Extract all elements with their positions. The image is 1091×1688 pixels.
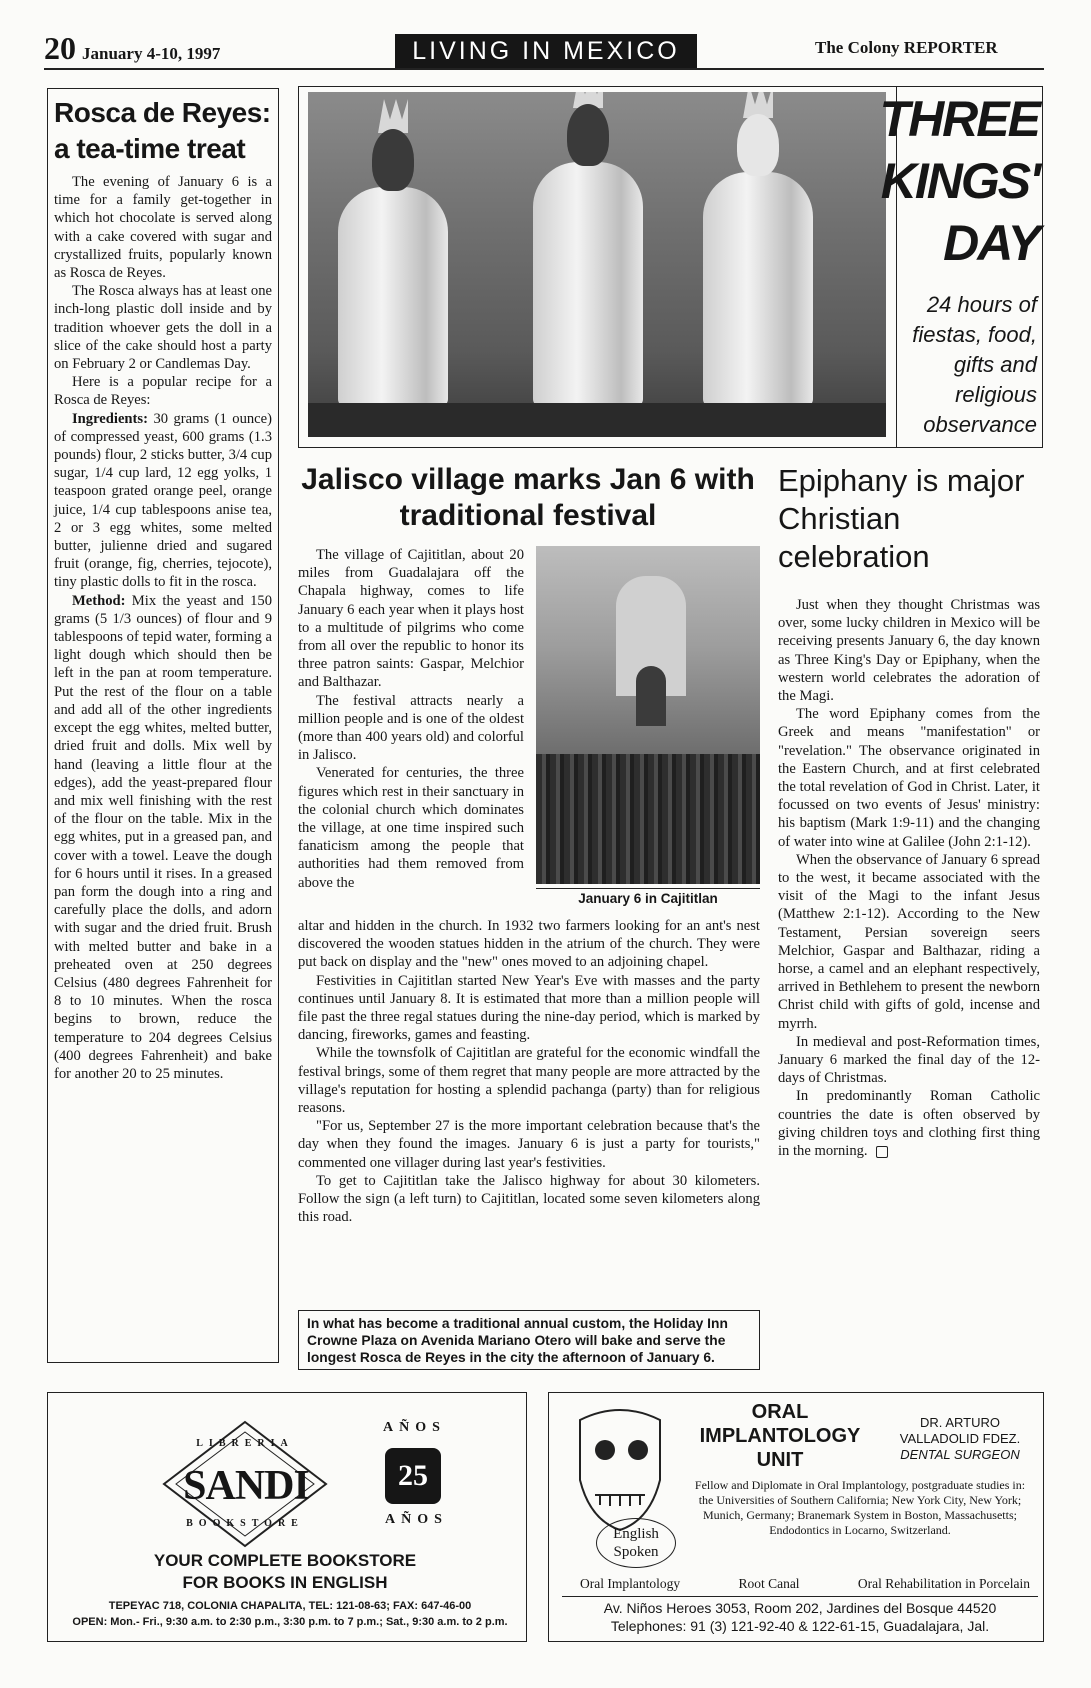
epiphany-headline: Epiphany is major Christian celebration xyxy=(778,463,1025,574)
rosca-paragraph: The Rosca always has at least one inch-long plastic doll inside and by tradition whoever gets the doll in a slice of the cake should host a party on February 2 or Candlemas Day. xyxy=(54,283,272,373)
jalisco-continued xyxy=(298,917,760,1226)
jalisco-column xyxy=(298,546,524,892)
rosca-method xyxy=(54,592,272,1083)
epiphany-paragraph: Just when they thought Christmas was over, some lucky children in Mexico will be receiving presents January 6, the day known as Three King's Day or Epiphany, when the western world celebrates the adoration of the Magi. xyxy=(778,597,1040,705)
epiphany-paragraph: The word Epiphany comes from the Greek and means "manifestation" or "revelation." The observance originated in the Eastern Church, and at first celebrated the total revelation of God in Christ. Later, it focussed on two events of Jesus' ministry: his baptism (Mark 1:9-11) and the changing of water into wine at Galilee (John 2:1-12). xyxy=(778,706,1040,850)
title-line: DAY xyxy=(943,215,1039,271)
ingredients-label: Ingredients: xyxy=(72,410,148,427)
jalisco-paragraph: The village of Cajititlan, about 20 miles from Guadalajara off the Chapala highway, comes to life January 6 each year when it plays host to a multitude of pilgrims who come from all over the republic to honor its three patron saints: Gaspar, Melchior and Balthazar. xyxy=(298,547,524,691)
years-badge: 25 xyxy=(385,1448,441,1504)
jalisco-paragraph: Venerated for centuries, the three figures which rest in their sanctuary in the colonial church which dominates the village, at one time inspired such fanaticism among the people that authorities had them removed from above the xyxy=(298,765,524,891)
page-number: 20 xyxy=(44,30,76,66)
rosca-article xyxy=(47,88,279,1363)
epiphany-paragraph: In predominantly Roman Catholic countries the date is often observed by giving children toys and clothing first thing in the morning. xyxy=(778,1088,1040,1160)
three-kings-figurines-photo xyxy=(308,92,886,437)
three-kings-subtitle: 24 hours of fiestas, food, gifts and religious observance xyxy=(912,292,1037,437)
king-figurine xyxy=(703,172,813,407)
king-figurine xyxy=(338,187,448,407)
doctor-name: DR. ARTURO VALLADOLID FDEZ. DENTAL SURGEON xyxy=(899,1415,1021,1462)
title-line: THREE xyxy=(879,91,1039,147)
issue-date: January 4-10, 1997 xyxy=(82,44,221,63)
epiphany-body xyxy=(778,596,1040,1160)
sandi-name: SANDI xyxy=(183,1463,309,1509)
section-banner: LIVING IN MEXICO xyxy=(395,34,697,68)
sandi-address: TEPEYAC 718, COLONIA CHAPALITA, TEL: 121-08-63; FAX: 647-46-00 OPEN: Mon.- Fri., 9:30 a.m. to 2:30 p.m., 3:30 p.m. to 7 p.m.; Sat., 9:30 a.m. to 2 p.m. xyxy=(72,1600,508,1628)
rosca-body xyxy=(54,173,272,1083)
jalisco-headline: Jalisco village marks Jan 6 with traditional festival xyxy=(301,463,755,532)
top-rule xyxy=(44,68,1044,70)
jalisco-paragraph: "For us, September 27 is the more important celebration because that's the day when they found the images. January 6 is just a party for tourists," commented one villager during last year's festivities. xyxy=(298,1118,760,1171)
service-item: Oral Implantology xyxy=(580,1576,681,1591)
libreria-label: LIBRERIA xyxy=(196,1438,294,1449)
jalisco-paragraph: altar and hidden in the church. In 1932 two farmers looking for an ant's nest discovered the wooden statues hidden in the atrium of the church. They were put back on display and the "new" ones moved to an adjoining chapel. xyxy=(298,918,760,971)
method-label: Method: xyxy=(72,592,126,609)
king-figurine xyxy=(533,162,643,407)
jalisco-paragraph: To get to Cajititlan take the Jalisco highway for about 30 kilometers. Follow the sign (a left turn) to Cajititlan, located some seven kilometers along this road. xyxy=(298,1172,760,1226)
rosca-paragraph: Here is a popular recipe for a Rosca de Reyes: xyxy=(54,374,272,409)
jalisco-paragraph: Festivities in Cajititlan started New Year's Eve with masses and the party continues until January 8. It is estimated that more than a million people will file past the three regal statues during the nine-day period, which is marked by dancing, fireworks, games and feasting. xyxy=(298,972,760,1044)
three-kings-day-title xyxy=(869,88,1039,274)
page-date-line xyxy=(44,30,220,67)
method-text: Mix the yeast and 150 grams (5 1/3 ounces) of flour and 9 tablespoons of tepid water, forming a light dough which should then be left in the pan at room temperature. Put the rest of the flour on a table and add all of the other ingredients except the egg whites, melted butter, dried fruit and dolls. Mix well by hand (leaving a little flour at the edges), add the yeast-prepared flour and mix well finishing with the rest of the flour on the table. Mix in the egg whites, put in a greased pan, and cover with a towel. Leave the dough for 6 hours until it rises. In a greased pan form the dough into a ring and carefully place the dolls, and adorn with sugar and the dried fruit. Brush with melted butter and bake in a preheated oven at 250 degrees Celsius (480 degrees Fahrenheit for 8 to 10 minutes. When the rosca begins to brown, reduce the temperature to 204 degrees Celsius (400 degrees Fahrenheit) and bake for another 20 to 25 minutes. xyxy=(54,592,272,1082)
rosca-title: Rosca de Reyes: a tea-time treat xyxy=(54,97,271,164)
years-label-bottom: AÑOS xyxy=(385,1512,448,1527)
ingredients-text: 30 grams (1 ounce) of compressed yeast, 600 grams (1.3 pounds) flour, 2 sticks butter, 3/4 cup sugar, 1/4 cup lard, 12 egg yolks, 1 teaspoon grated orange peel, orange juice, 1/4 cup tablespoons anise tea, 2 or 3 egg whites, some melted butter, julienne dried and sugared fruit (orange, fig, cherries, tejocote), tiny plastic dolls to fit in the rosca. xyxy=(54,410,272,591)
holiday-inn-note: In what has become a traditional annual custom, the Holiday Inn Crowne Plaza on Avenida Mariano Otero will bake and serve the longest Rosca de Reyes in the city the afternoon of January 6. xyxy=(298,1310,760,1370)
cajititlan-church-photo xyxy=(536,546,760,884)
rosca-paragraph: The evening of January 6 is a time for a family get-together in which hot chocolate is served along with a cake covered with sugar and crystallized fruits, popularly known as Rosca de Reyes. xyxy=(54,174,272,282)
english-spoken-badge: English Spoken xyxy=(596,1518,676,1568)
jalisco-paragraph: The festival attracts nearly a million people and is one of the oldest (more than 400 years old) and colorful in Jalisco. xyxy=(298,692,524,764)
oral-implantology-title: ORAL IMPLANTOLOGY UNIT xyxy=(699,1401,861,1471)
service-item: Oral Rehabilitation in Porcelain xyxy=(857,1576,1030,1591)
photo-caption: January 6 in Cajititlan xyxy=(536,888,760,906)
rosca-ingredients xyxy=(54,410,272,592)
epiphany-paragraph: In medieval and post-Reformation times, January 6 marked the final day of the 12-days of Christmas. xyxy=(778,1033,1040,1087)
years-label-top: AÑOS xyxy=(383,1420,446,1435)
oral-services xyxy=(580,1576,1030,1592)
end-of-article-mark xyxy=(876,1146,888,1158)
service-item: Root Canal xyxy=(738,1576,800,1591)
sandi-tagline: YOUR COMPLETE BOOKSTORE FOR BOOKS IN ENGLISH xyxy=(153,1551,417,1592)
title-line: KINGS' xyxy=(880,153,1039,209)
doctor-credentials: Fellow and Diplomate in Oral Implantology, postgraduate studies in: the Universities of Southern California; New York City, New York; Munich, Germany; Branemark System in Boston, Massachusetts; Endodontics in Locarno, Switzerland. xyxy=(694,1478,1026,1537)
epiphany-paragraph: When the observance of January 6 spread to the west, it became associated with the visit of the Magi to the infant Jesus (Matthew 2:1-12). According to the New Testament, Persian sovereign seers Melchior, Gaspar and Balthazar, riding a horse, a camel and an elephant respectively, arrived in Bethlehem to present the newborn Christ child with gifts of gold, incense and myrrh. xyxy=(778,851,1040,1032)
oral-address: Av. Niños Heroes 3053, Room 202, Jardines del Bosque 44520 Telephones: 91 (3) 121-92-40 & 122-61-15, Guadalajara, Jal. xyxy=(562,1596,1038,1635)
jalisco-paragraph: While the townsfolk of Cajititlan are grateful for the economic windfall the festival brings, some of them regret that many people are more attracted by the village's reputation for hosting a splendid pachanga (party) than for religious reasons. xyxy=(298,1045,760,1117)
bookstore-label: BOOKSTORE xyxy=(186,1518,304,1529)
paper-name: The Colony REPORTER xyxy=(815,38,998,57)
